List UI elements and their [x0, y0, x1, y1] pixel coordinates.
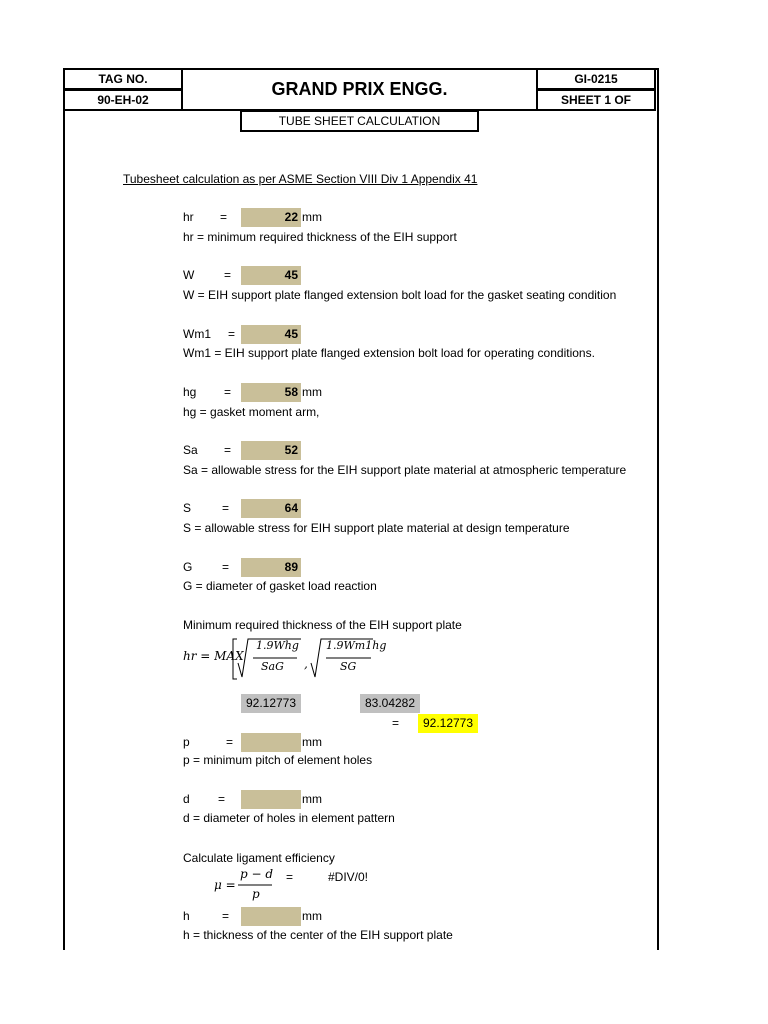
param-unit: mm: [302, 210, 322, 224]
center-equals: =: [222, 909, 230, 923]
param-symbol: S: [183, 501, 192, 515]
pitch-equals: =: [226, 735, 234, 749]
param-description: hg = gasket moment arm,: [183, 405, 320, 419]
diameter-description: d = diameter of holes in element pattern: [183, 811, 395, 825]
param-symbol: W: [183, 268, 195, 282]
param-input-g[interactable]: 89: [241, 558, 301, 577]
param-symbol: hg: [183, 385, 197, 399]
doc-no: [536, 68, 656, 90]
min-thickness-heading: Minimum required thickness of the EIH support plate: [183, 618, 462, 632]
company-title: [181, 68, 538, 111]
term1-numerator: 1.9Whg: [256, 639, 299, 652]
diameter-symbol: d: [183, 792, 190, 806]
term2-denominator: SG: [340, 660, 357, 673]
diameter-input[interactable]: [241, 790, 301, 809]
center-symbol: h: [183, 909, 190, 923]
param-input-hg[interactable]: 58: [241, 383, 301, 402]
center-description: h = thickness of the center of the EIH support plate: [183, 928, 453, 942]
final-thickness-result: 92.12773: [418, 714, 478, 733]
center-unit: mm: [302, 909, 322, 923]
param-equals: =: [222, 560, 230, 574]
param-input-s[interactable]: 64: [241, 499, 301, 518]
ligament-denominator: p: [252, 887, 260, 901]
formula-comma: ,: [304, 657, 308, 671]
pitch-input[interactable]: [241, 733, 301, 752]
company-title-text: GRAND PRIX ENGG.: [271, 79, 448, 99]
param-symbol: G: [183, 560, 193, 574]
param-equals: =: [220, 210, 228, 224]
diameter-unit: mm: [302, 792, 322, 806]
param-equals: =: [224, 385, 232, 399]
param-input-hr[interactable]: 22: [241, 208, 301, 227]
term1-denominator: SaG: [261, 660, 284, 673]
param-symbol: Wm1: [183, 327, 211, 341]
param-description: Sa = allowable stress for the EIH support plate material at atmospheric temperature: [183, 463, 627, 477]
param-equals: =: [224, 268, 232, 282]
ligament-heading: Calculate ligament efficiency: [183, 851, 335, 865]
param-equals: =: [222, 501, 230, 515]
ligament-lhs: μ =: [214, 878, 236, 892]
param-description: W = EIH support plate flanged extension bolt load for the gasket seating condition: [183, 288, 617, 302]
param-description: S = allowable stress for EIH support plate material at design temperature: [183, 521, 570, 535]
tag-no-value: [63, 89, 183, 111]
param-input-w[interactable]: 45: [241, 266, 301, 285]
doc-no-text: GI-0215: [574, 72, 618, 86]
tag-no-label: [63, 68, 183, 90]
tag-no-value-text: 90-EH-02: [97, 93, 149, 107]
param-description: Wm1 = EIH support plate flanged extension bolt load for operating conditions.: [183, 346, 595, 360]
page-subtitle-text: TUBE SHEET CALCULATION: [278, 114, 441, 128]
ligament-equals: =: [286, 870, 294, 884]
pitch-description: p = minimum pitch of element holes: [183, 753, 373, 767]
param-symbol: hr: [183, 210, 194, 224]
param-equals: =: [228, 327, 236, 341]
param-input-wm1[interactable]: 45: [241, 325, 301, 344]
section-heading: Tubesheet calculation as per ASME Section VIII Div 1 Appendix 41: [123, 172, 478, 186]
ligament-numerator: p − d: [240, 867, 274, 881]
result-term1: 92.12773: [241, 694, 301, 713]
param-input-sa[interactable]: 52: [241, 441, 301, 460]
term2-numerator: 1.9Wm1hg: [326, 639, 387, 652]
center-thickness-input[interactable]: [241, 907, 301, 926]
param-symbol: Sa: [183, 443, 198, 457]
param-description: G = diameter of gasket load reaction: [183, 579, 377, 593]
pitch-unit: mm: [302, 735, 322, 749]
diameter-equals: =: [218, 792, 226, 806]
sheet-number: [536, 89, 656, 111]
formula-lhs: hr = MAX: [183, 649, 244, 663]
result-term2: 83.04282: [360, 694, 420, 713]
param-equals: =: [224, 443, 232, 457]
page-subtitle: [240, 110, 479, 132]
param-unit: mm: [302, 385, 322, 399]
min-thickness-formula: [183, 635, 387, 683]
sheet-number-text: SHEET 1 OF: [560, 93, 631, 107]
pitch-symbol: p: [183, 735, 190, 749]
final-equals: =: [392, 716, 400, 730]
param-description: hr = minimum required thickness of the EIH support: [183, 230, 457, 244]
ligament-fraction-bar: [238, 884, 272, 886]
tag-no-label-text: TAG NO.: [98, 72, 148, 86]
ligament-result: #DIV/0!: [328, 870, 369, 884]
ligament-formula: [214, 866, 274, 906]
